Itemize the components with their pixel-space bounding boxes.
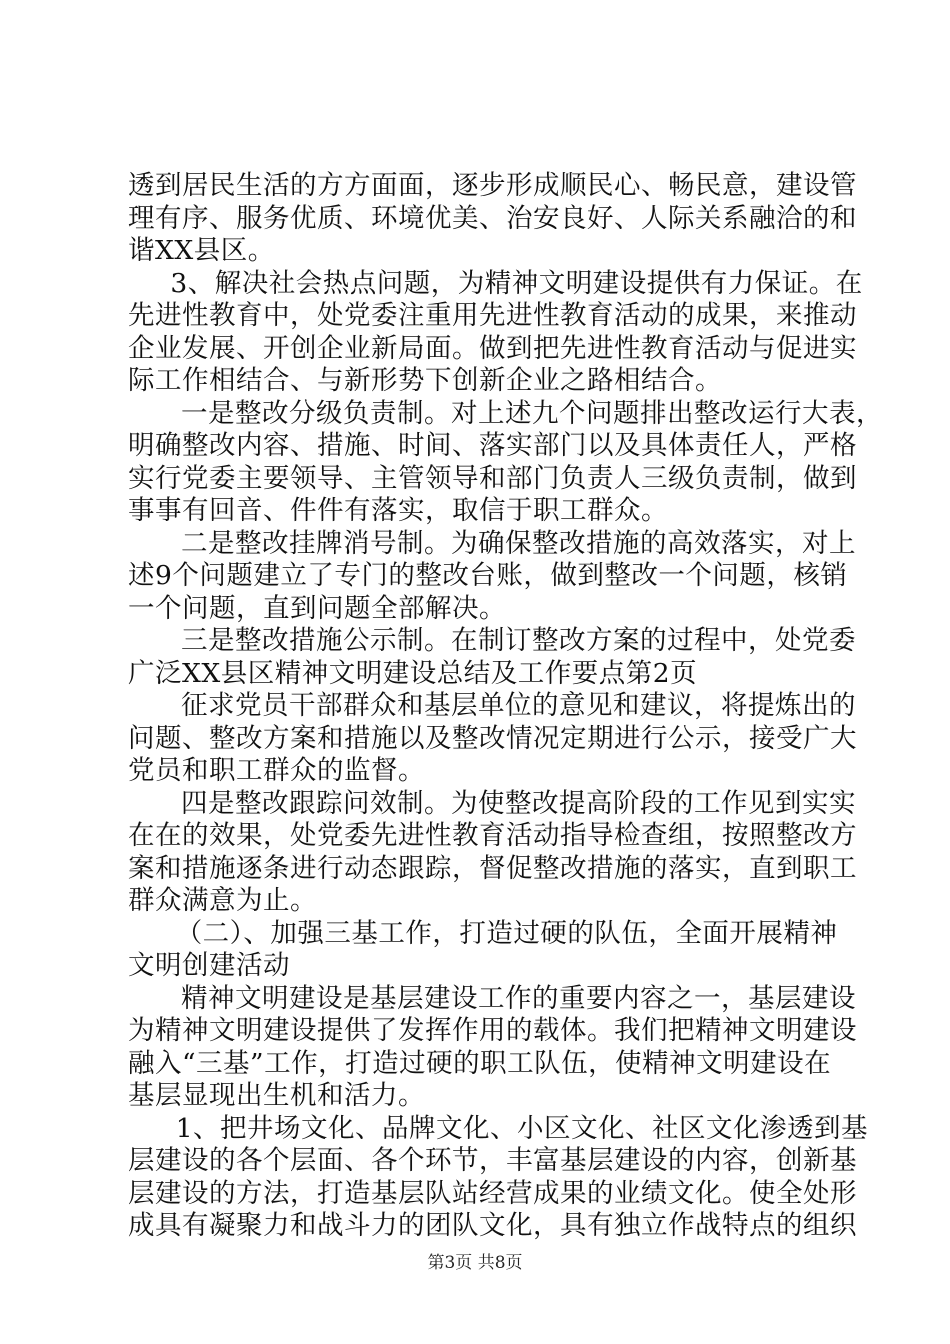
text-line: （二）、加强三基工作，打造过硬的队伍，全面开展精神 [175,917,838,949]
text-line: 融入“三基”工作，打造过硬的职工队伍，使精神文明建设在 [128,1047,832,1079]
text-line: 层建设的方法，打造基层队站经营成果的业绩文化。使全处形 [128,1177,857,1209]
text-line: 基层显现出生机和活力。 [128,1080,425,1111]
text-line: 为精神文明建设提供了发挥作用的载体。我们把精神文明建设 [128,1015,857,1046]
text-line: 先进性教育中，处党委注重用先进性教育活动的成果，来推动 [128,300,857,331]
text-line: 实行党委主要领导、主管领导和部门负责人三级负责制，做到 [128,462,857,494]
text-line: 四是整改跟踪问效制。为使整改提高阶段的工作见到实实 [181,787,856,819]
text-line: 案和措施逐条进行动态跟踪，督促整改措施的落实，直到职工 [128,852,857,884]
text-line: 成具有凝聚力和战斗力的团队文化，具有独立作战特点的组织 [128,1210,857,1241]
text-line: 精神文明建设是基层建设工作的重要内容之一，基层建设 [181,982,856,1014]
document-body [128,170,883,1243]
text-line: 事事有回音、件件有落实，取信于职工群众。 [128,495,668,526]
text-line: 二是整改挂牌消号制。为确保整改措施的高效落实，对上 [181,527,856,559]
text-line: 述9个问题建立了专门的整改台账，做到整改一个问题，核销 [128,560,848,591]
page-footer: 第3页 共8页 [427,1253,523,1273]
text-line: 企业发展、开创企业新局面。做到把先进性教育活动与促进实 [128,332,857,364]
text-line: 三是整改措施公示制。在制订整改方案的过程中，处党委 [181,625,856,656]
text-line: 党员和职工群众的监督。 [128,755,425,786]
text-line: 一个问题，直到问题全部解决。 [128,592,506,624]
text-line: 理有序、服务优质、环境优美、治安良好、人际关系融洽的和 [128,202,857,234]
text-line: 广泛XX县区精神文明建设总结及工作要点第2页 [128,657,698,689]
text-line: 问题、整改方案和措施以及整改情况定期进行公示，接受广大 [128,722,857,754]
text-line: 在在的效果，处党委先进性教育活动指导检查组，按照整改方 [128,820,857,851]
text-line: 文明创建活动 [128,950,290,981]
text-line: 一是整改分级负责制。对上述九个问题排出整改运行大表， [181,397,883,429]
text-line: 谐XX县区。 [128,235,275,266]
text-line: 层建设的各个层面、各个环节，丰富基层建设的内容，创新基 [128,1145,857,1176]
text-line: 征求党员干部群众和基层单位的意见和建议，将提炼出的 [181,690,856,721]
text-line: 透到居民生活的方方面面，逐步形成顺民心、畅民意，建设管 [128,170,857,201]
text-line: 3、解决社会热点问题，为精神文明建设提供有力保证。在 [170,267,863,299]
text-line: 1、把井场文化、品牌文化、小区文化、社区文化渗透到基 [175,1112,869,1144]
text-line: 明确整改内容、措施、时间、落实部门以及具体责任人，严格 [128,430,857,461]
text-line: 群众满意为止。 [128,885,317,916]
text-line: 际工作相结合、与新形势下创新企业之路相结合。 [128,365,722,396]
